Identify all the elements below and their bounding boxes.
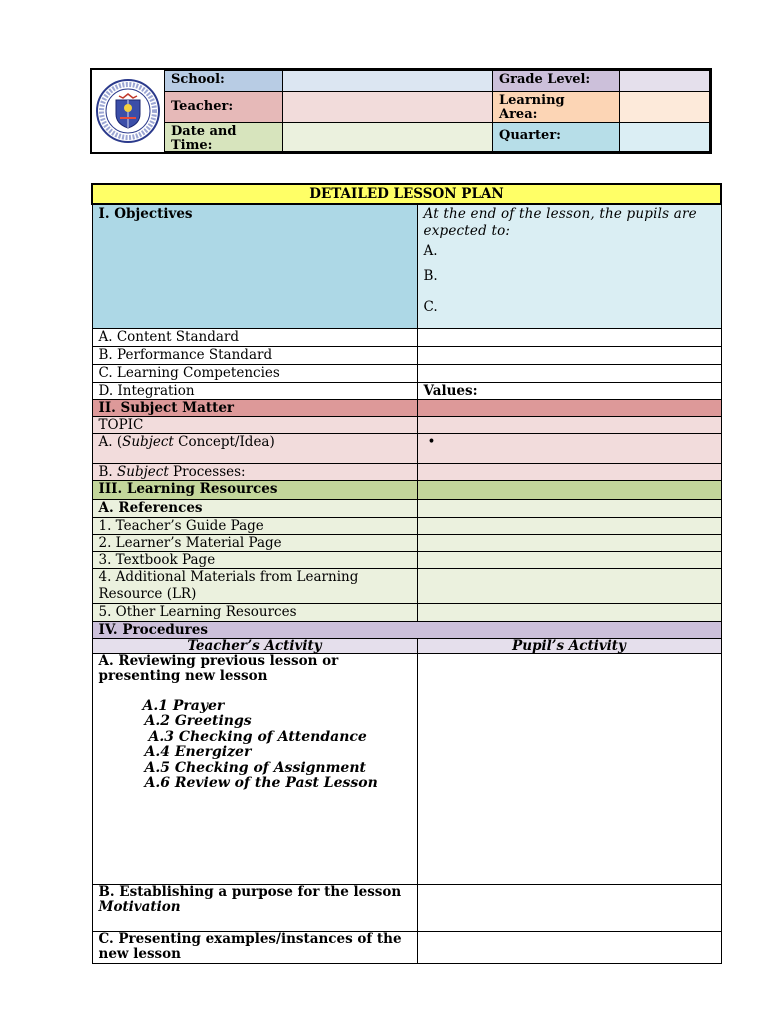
resource-row	[92, 534, 721, 551]
resource-label-1: 1. Teacher’s Guide Page	[92, 517, 417, 534]
processes-italic: Subject	[117, 463, 169, 480]
school-label: School:	[171, 72, 225, 87]
deped-seal-icon	[95, 78, 161, 144]
procedures-row	[92, 621, 721, 638]
learning-competencies-label: C. Learning Competencies	[92, 364, 417, 382]
step-a-item: A.5 Checking of Assignment	[144, 759, 366, 776]
teacher-label: Teacher:	[171, 99, 234, 114]
resource-row	[92, 568, 721, 603]
step-a-pupil-cell[interactable]	[417, 653, 721, 884]
lesson-plan-table	[91, 183, 722, 964]
concept-row	[92, 433, 721, 463]
subject-matter-label: II. Subject Matter	[92, 399, 417, 416]
subject-matter-value	[417, 399, 721, 416]
step-a-item: A.6 Review of the Past Lesson	[144, 775, 378, 791]
bullet-point: •	[427, 433, 436, 450]
plan-title: DETAILED LESSON PLAN	[92, 184, 721, 204]
procedures-label: IV. Procedures	[92, 621, 721, 638]
resource-row	[92, 551, 721, 568]
step-b-cell[interactable]	[92, 884, 417, 931]
resource-value-2[interactable]	[417, 534, 721, 551]
step-c-pupil-cell[interactable]	[417, 931, 721, 963]
topic-value[interactable]	[417, 416, 721, 433]
objectives-content[interactable]	[417, 204, 721, 328]
step-b-pupil-cell[interactable]	[417, 884, 721, 931]
step-c-label: C. Presenting examples/instances of the new lesson	[98, 931, 402, 962]
references-value[interactable]	[417, 499, 721, 517]
concept-label	[92, 433, 417, 463]
grade-level-label: Grade Level:	[499, 72, 591, 87]
resource-row	[92, 603, 721, 621]
processes-row	[92, 463, 721, 480]
step-a-item: A.2 Greetings	[144, 713, 252, 729]
objective-item-b: B.	[423, 268, 438, 284]
resource-label-4: 4. Additional Materials from Learning Resource (LR)	[92, 568, 417, 603]
step-a-label: A. Reviewing previous lesson or presenting new lesson	[98, 653, 339, 684]
learning-area-label: Learning Area:	[499, 93, 565, 122]
subject-matter-row	[92, 399, 721, 416]
activity-header-row	[92, 638, 721, 653]
concept-prefix: A. (	[98, 433, 123, 450]
concept-suffix: Concept/Idea)	[173, 433, 275, 450]
performance-standard-value[interactable]	[417, 346, 721, 364]
deped-logo-cell	[92, 70, 164, 152]
resource-value-1[interactable]	[417, 517, 721, 534]
processes-prefix: B.	[98, 463, 118, 480]
resource-label-3: 3. Textbook Page	[92, 551, 417, 568]
learning-resources-row	[92, 480, 721, 499]
learning-area-label-cell	[492, 91, 620, 123]
integration-row	[92, 382, 721, 399]
content-standard-row	[92, 328, 721, 346]
topic-row	[92, 416, 721, 433]
objective-item-a: A.	[423, 243, 438, 259]
step-b-label: B. Establishing a purpose for the lesson	[98, 884, 402, 900]
objectives-label: I. Objectives	[92, 204, 417, 328]
step-a-item: A.4 Energizer	[144, 744, 252, 760]
objectives-intro: At the end of the lesson, the pupils are expected to:	[423, 206, 697, 239]
grade-level-label-cell	[492, 70, 620, 92]
resource-label-2: 2. Learner’s Material Page	[92, 534, 417, 551]
references-label: A. References	[92, 499, 417, 517]
step-c-row	[92, 931, 721, 963]
learning-resources-label: III. Learning Resources	[92, 480, 417, 499]
quarter-label-cell	[492, 122, 620, 152]
performance-standard-row	[92, 346, 721, 364]
quarter-label: Quarter:	[499, 128, 561, 143]
step-a-row	[92, 653, 721, 884]
step-b-row	[92, 884, 721, 931]
topic-label: TOPIC	[92, 416, 417, 433]
resource-row	[92, 517, 721, 534]
pupil-activity-header: Pupil’s Activity	[417, 638, 721, 653]
content-standard-label: A. Content Standard	[92, 328, 417, 346]
step-a-list	[143, 699, 411, 792]
step-a-item: A.1 Prayer	[142, 697, 225, 714]
teacher-label-cell	[164, 91, 283, 123]
processes-label	[92, 463, 417, 480]
learning-resources-value	[417, 480, 721, 499]
teacher-value-cell[interactable]	[282, 91, 493, 123]
objectives-row	[92, 204, 721, 328]
step-a-item: A.3 Checking of Attendance	[148, 728, 367, 745]
resource-value-3[interactable]	[417, 551, 721, 568]
processes-suffix: Processes:	[168, 463, 246, 480]
date-time-value-cell[interactable]	[282, 122, 493, 152]
step-a-cell[interactable]	[92, 653, 417, 884]
step-b-motivation: Motivation	[98, 899, 181, 915]
objective-item-c: C.	[423, 299, 438, 315]
date-time-label: Date and Time:	[171, 124, 237, 153]
teacher-activity-header: Teacher’s Activity	[92, 638, 417, 653]
concept-value[interactable]	[417, 433, 721, 463]
learning-area-value-cell[interactable]	[619, 91, 710, 123]
school-value-cell[interactable]	[282, 70, 493, 92]
concept-italic: Subject	[122, 433, 174, 450]
quarter-value-cell[interactable]	[619, 122, 710, 152]
integration-label: D. Integration	[92, 382, 417, 399]
references-row	[92, 499, 721, 517]
plan-title-row	[92, 184, 721, 204]
content-standard-value[interactable]	[417, 328, 721, 346]
school-label-cell	[164, 70, 283, 92]
performance-standard-label: B. Performance Standard	[92, 346, 417, 364]
integration-values[interactable]: Values:	[417, 382, 721, 399]
resource-value-4[interactable]	[417, 568, 721, 603]
header-table	[90, 68, 712, 154]
grade-level-value-cell[interactable]	[619, 70, 710, 92]
step-c-cell[interactable]	[92, 931, 417, 963]
processes-value[interactable]	[417, 463, 721, 480]
learning-competencies-value[interactable]	[417, 364, 721, 382]
date-time-label-cell	[164, 122, 283, 152]
learning-competencies-row	[92, 364, 721, 382]
resource-label-5: 5. Other Learning Resources	[92, 603, 417, 621]
resource-value-5[interactable]	[417, 603, 721, 621]
